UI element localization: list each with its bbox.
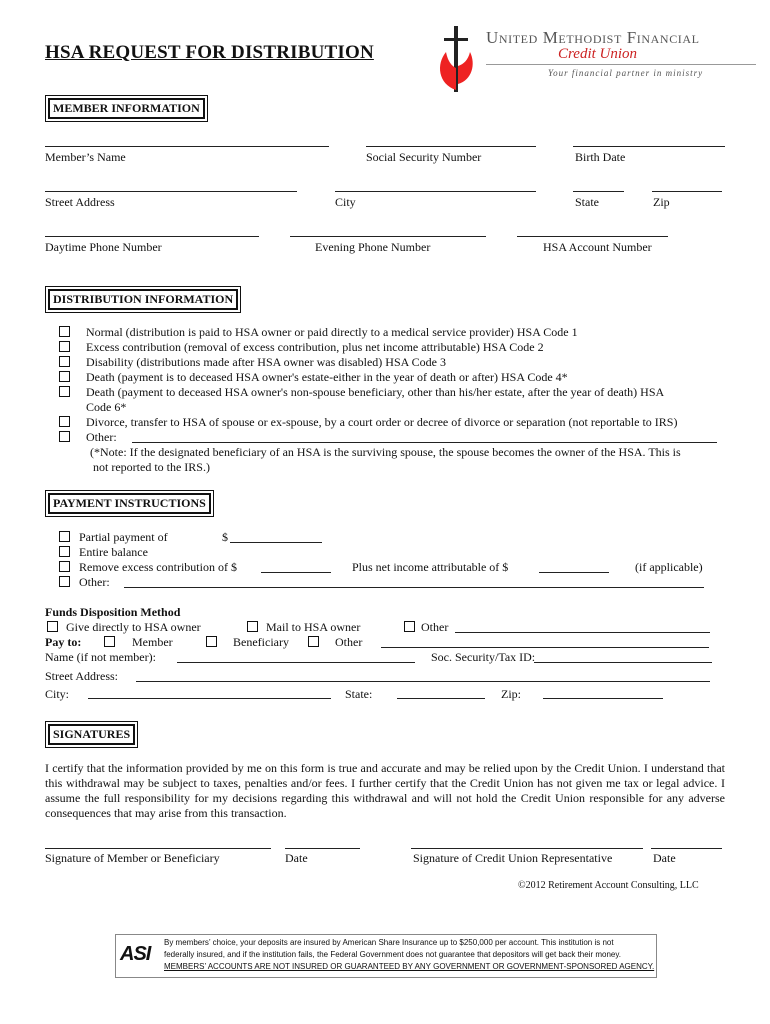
evening-phone-label: Evening Phone Number (315, 240, 431, 254)
insurance-line3: MEMBERS’ ACCOUNTS ARE NOT INSURED OR GUARANTEED BY ANY GOVERNMENT OR GOVERNMENT-SPONSORED AGENCY. (164, 962, 655, 971)
cross-flame-icon (436, 24, 482, 94)
partial-amount-field[interactable] (230, 542, 322, 543)
other-disposition-field[interactable] (455, 632, 710, 633)
partial-payment-label: Partial payment of (79, 530, 168, 544)
insurance-line2: federally insured, and if the institution fails, the Federal Government does not guarantee that depositors will get back their money. (164, 950, 621, 959)
pay-other-label: Other (335, 635, 363, 649)
tax-id-field[interactable] (534, 662, 712, 663)
net-income-label: Plus net income attributable of $ (352, 560, 509, 574)
pay-beneficiary-label: Beneficiary (233, 635, 289, 649)
option-other-distribution: Other: (86, 430, 117, 444)
zip-label: Zip (653, 195, 670, 209)
rep-date-field[interactable] (651, 848, 722, 849)
payee-street-field[interactable] (136, 681, 710, 682)
other-payment-label: Other: (79, 575, 110, 589)
city-field[interactable] (335, 191, 536, 192)
account-number-label: HSA Account Number (543, 240, 652, 254)
member-date-field[interactable] (285, 848, 360, 849)
daytime-phone-field[interactable] (45, 236, 259, 237)
checkbox-pay-member[interactable] (104, 636, 115, 647)
checkbox-death-beneficiary[interactable] (59, 386, 70, 397)
option-death-beneficiary: Death (payment to deceased HSA owner's non-spouse beneficiary, other than his/her estate, after the year of death) HSA (86, 385, 665, 399)
distribution-info-header: DISTRIBUTION INFORMATION (45, 286, 241, 313)
option-death-estate: Death (payment is to deceased HSA owner's estate-either in the year of death or after) HSA Code 4* (86, 370, 568, 384)
payee-zip-label: Zip: (501, 687, 521, 701)
checkbox-remove-excess[interactable] (59, 561, 70, 572)
other-distribution-field[interactable] (132, 442, 717, 443)
member-signature-field[interactable] (45, 848, 271, 849)
checkbox-give-directly[interactable] (47, 621, 58, 632)
daytime-phone-label: Daytime Phone Number (45, 240, 162, 254)
checkbox-death-estate[interactable] (59, 371, 70, 382)
payee-name-field[interactable] (177, 662, 415, 663)
certification-text: I certify that the information provided by me on this form is true and accurate and may be relied upon by the Credit Union. I understand that this withdrawal may be subject to taxes, penalties and/or fees. I further certify that the Credit Union has not given me tax or legal advice. I assume the full responsibility for my decisions regarding this withdrawal and will not hold the Credit Union responsible for any adverse consequences that may arise from this transaction. (45, 761, 725, 820)
state-label: State (575, 195, 599, 209)
option-death-beneficiary-cont: Code 6* (86, 400, 127, 414)
checkbox-disability[interactable] (59, 356, 70, 367)
distribution-note-cont: not reported to the IRS.) (93, 460, 210, 474)
other-disposition-label: Other (421, 620, 449, 634)
insurance-disclosure (115, 934, 657, 978)
member-info-header: MEMBER INFORMATION (45, 95, 208, 122)
payee-street-label: Street Address: (45, 669, 118, 683)
funds-disposition-heading: Funds Disposition Method (45, 605, 181, 619)
pay-other-field[interactable] (381, 647, 709, 648)
checkbox-mail-owner[interactable] (247, 621, 258, 632)
form-title: HSA REQUEST FOR DISTRIBUTION (45, 42, 374, 63)
member-date-label: Date (285, 851, 308, 865)
mail-owner-label: Mail to HSA owner (266, 620, 361, 634)
credit-union-logo (436, 24, 756, 84)
asi-logo: ASI (120, 943, 151, 965)
net-income-field[interactable] (539, 572, 609, 573)
rep-signature-label: Signature of Credit Union Representative (413, 851, 613, 865)
payment-instructions-header: PAYMENT INSTRUCTIONS (45, 490, 214, 517)
checkbox-divorce[interactable] (59, 416, 70, 427)
checkbox-other-distribution[interactable] (59, 431, 70, 442)
account-number-field[interactable] (517, 236, 668, 237)
remove-excess-label: Remove excess contribution of $ (79, 560, 237, 574)
logo-line2: Credit Union (558, 46, 638, 62)
member-name-label: Member’s Name (45, 150, 126, 164)
member-name-field[interactable] (45, 146, 329, 147)
insurance-line1: By members’ choice, your deposits are insured by American Share Insurance up to $250,000 per account. This institution is not (164, 938, 614, 947)
other-payment-field[interactable] (124, 587, 704, 588)
excess-amount-field[interactable] (261, 572, 331, 573)
checkbox-other-payment[interactable] (59, 576, 70, 587)
payee-state-field[interactable] (397, 698, 485, 699)
distribution-note: (*Note: If the designated beneficiary of an HSA is the surviving spouse, the spouse becomes the owner of the HSA. This is (90, 445, 681, 459)
entire-balance-label: Entire balance (79, 545, 148, 559)
option-divorce: Divorce, transfer to HSA of spouse or ex-spouse, by a court order or decree of divorce or separation (not reportable to IRS) (86, 415, 678, 429)
birth-date-field[interactable] (573, 146, 725, 147)
pay-to-label: Pay to: (45, 635, 82, 649)
member-signature-label: Signature of Member or Beneficiary (45, 851, 220, 865)
checkbox-normal[interactable] (59, 326, 70, 337)
checkbox-pay-beneficiary[interactable] (206, 636, 217, 647)
checkbox-other-disposition[interactable] (404, 621, 415, 632)
rep-date-label: Date (653, 851, 676, 865)
logo-tagline: Your financial partner in ministry (548, 68, 704, 78)
checkbox-pay-other[interactable] (308, 636, 319, 647)
evening-phone-field[interactable] (290, 236, 486, 237)
option-disability: Disability (distributions made after HSA owner was disabled) HSA Code 3 (86, 355, 446, 369)
street-address-field[interactable] (45, 191, 297, 192)
partial-dollar-sign: $ (222, 530, 228, 544)
signatures-header: SIGNATURES (45, 721, 138, 748)
ssn-field[interactable] (366, 146, 536, 147)
payee-state-label: State: (345, 687, 373, 701)
checkbox-excess[interactable] (59, 341, 70, 352)
pay-member-label: Member (132, 635, 173, 649)
payee-city-label: City: (45, 687, 70, 701)
option-normal: Normal (distribution is paid to HSA owner or paid directly to a medical service provider) HSA Code 1 (86, 325, 578, 339)
state-field[interactable] (573, 191, 624, 192)
payee-name-label: Name (if not member): (45, 650, 156, 664)
logo-line1: United Methodist Financial (486, 28, 700, 47)
payee-city-field[interactable] (88, 698, 331, 699)
zip-field[interactable] (652, 191, 722, 192)
rep-signature-field[interactable] (411, 848, 643, 849)
checkbox-partial-payment[interactable] (59, 531, 70, 542)
birth-date-label: Birth Date (575, 150, 626, 164)
city-label: City (335, 195, 356, 209)
street-address-label: Street Address (45, 195, 115, 209)
copyright: ©2012 Retirement Account Consulting, LLC (518, 880, 699, 891)
give-directly-label: Give directly to HSA owner (66, 620, 201, 634)
option-excess: Excess contribution (removal of excess contribution, plus net income attributable) HSA Code 2 (86, 340, 544, 354)
ssn-label: Social Security Number (366, 150, 482, 164)
tax-id-label: Soc. Security/Tax ID: (431, 650, 536, 664)
if-applicable-label: (if applicable) (635, 560, 703, 574)
payee-zip-field[interactable] (543, 698, 663, 699)
checkbox-entire-balance[interactable] (59, 546, 70, 557)
